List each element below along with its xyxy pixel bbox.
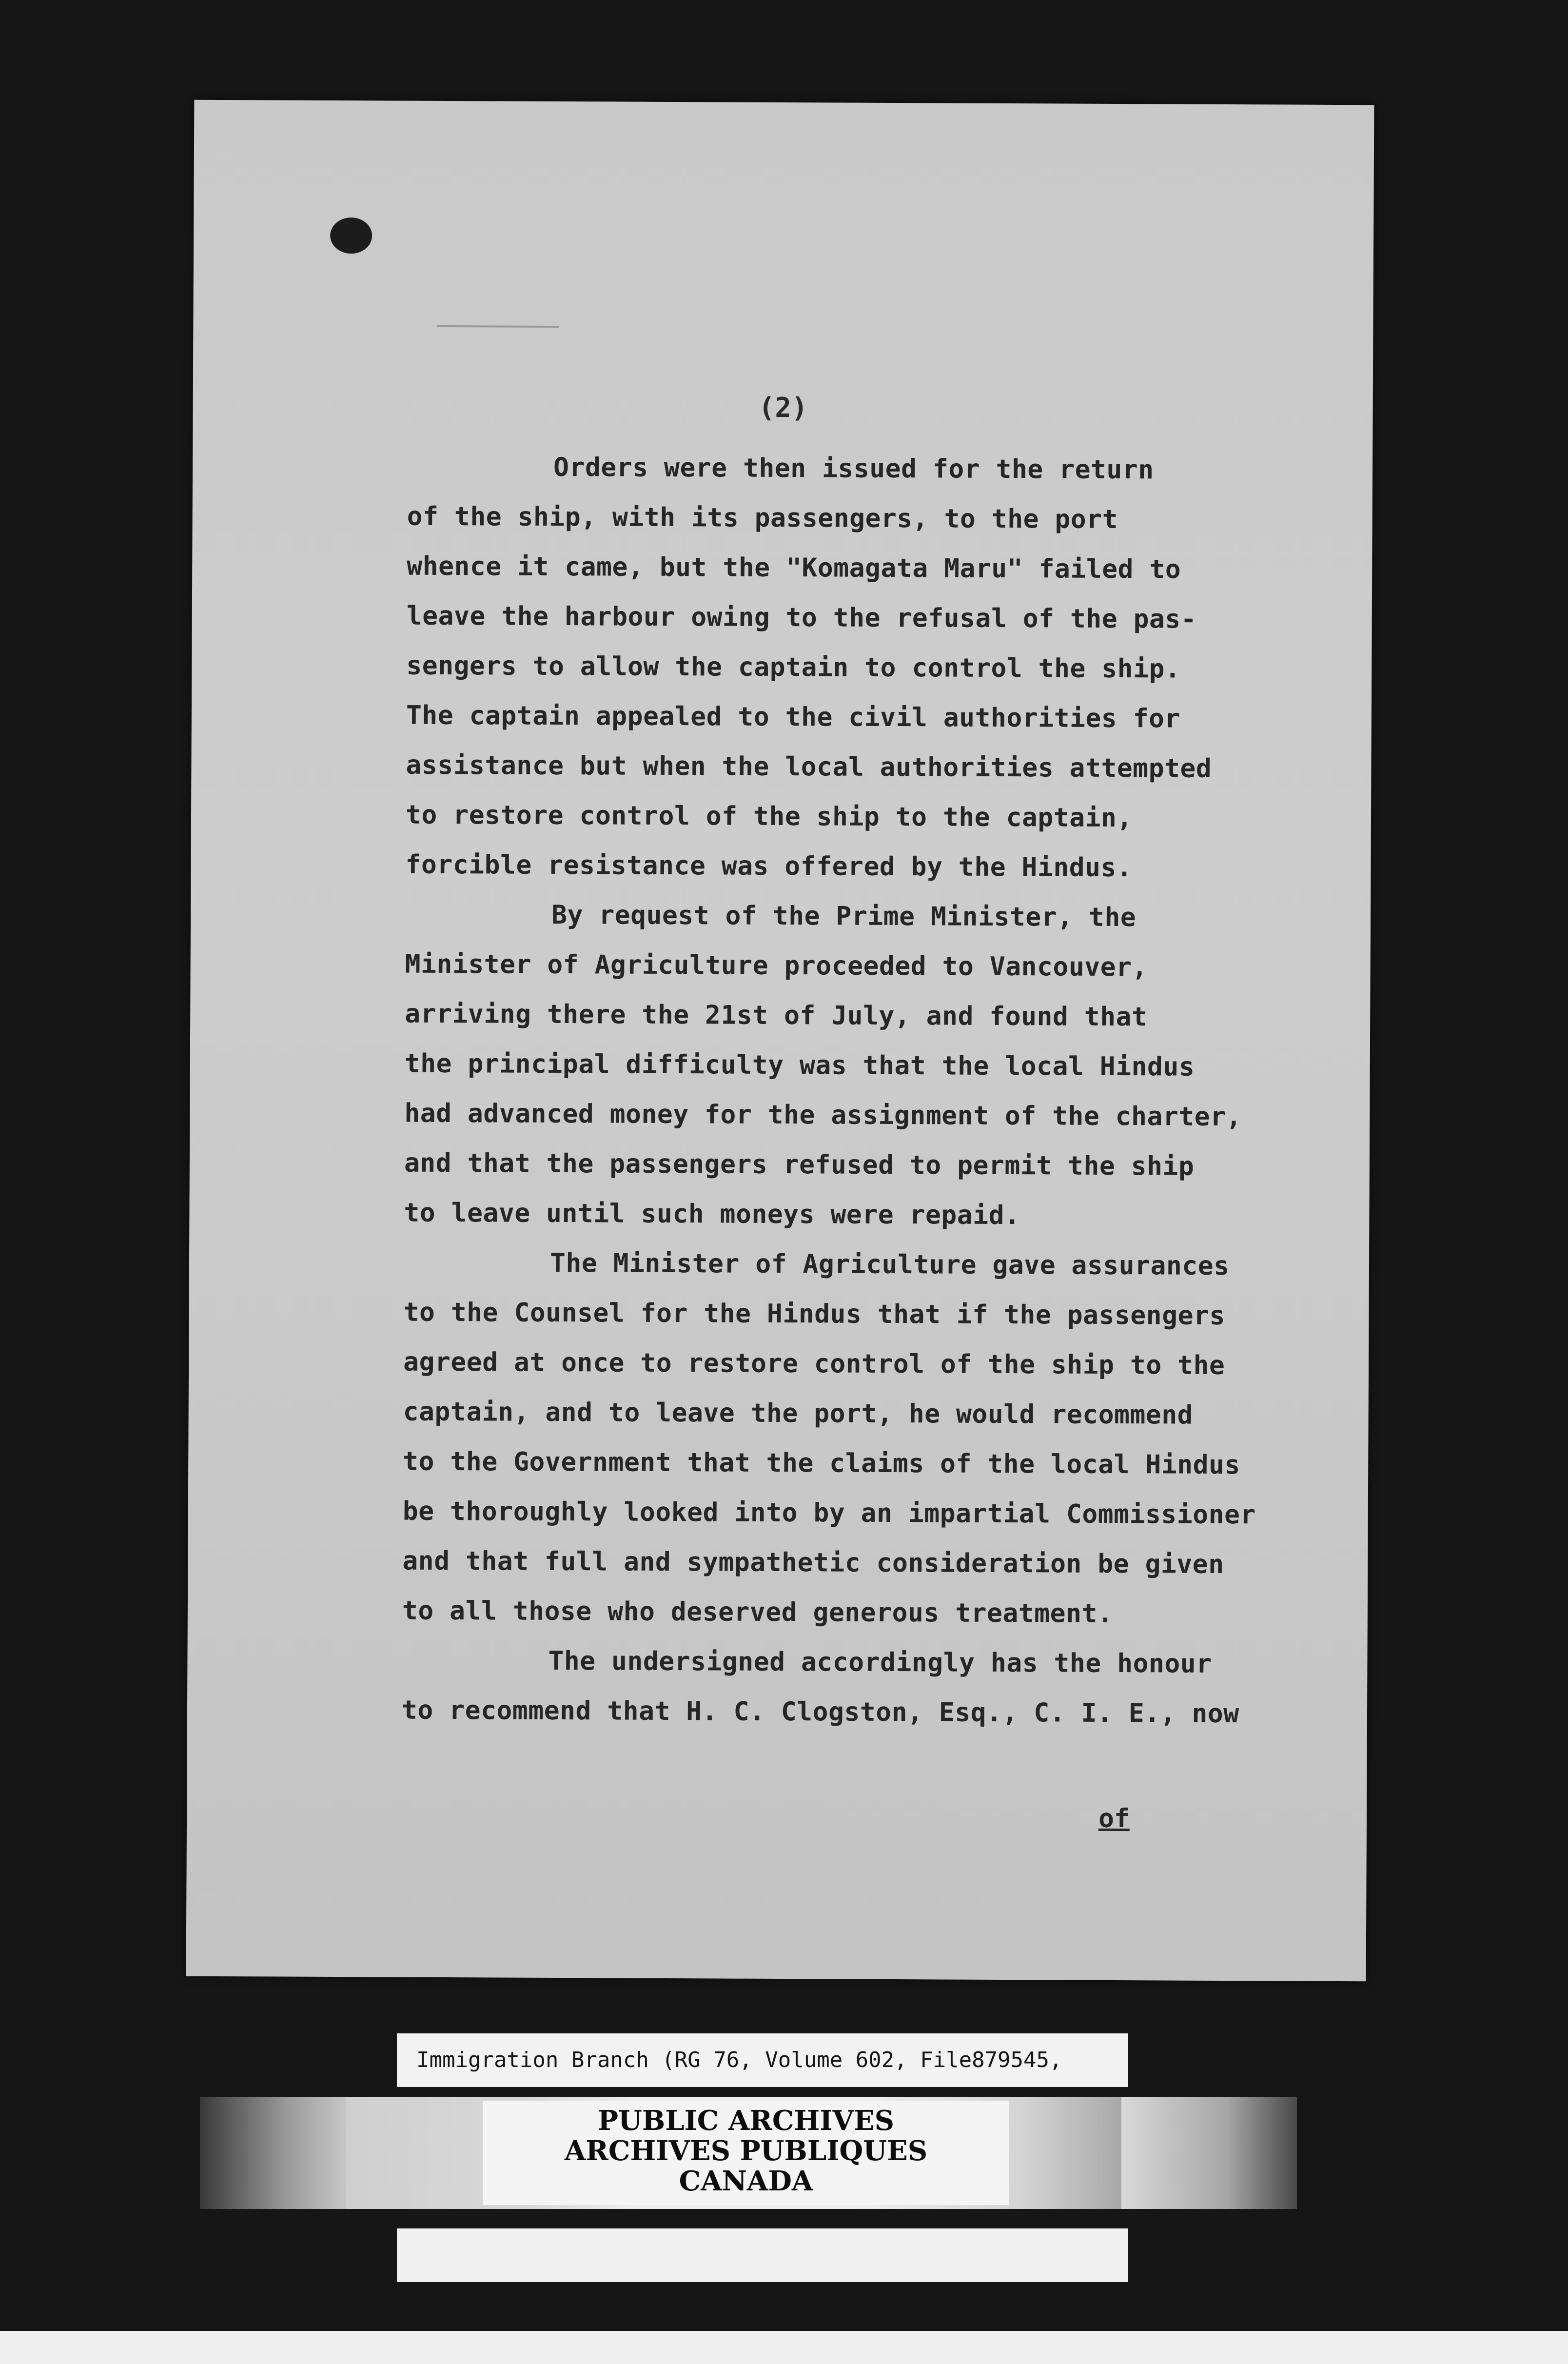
text-line: to the Government that the claims of the local Hindus [403, 1446, 1241, 1480]
archive-label-area [0, 2019, 1568, 2292]
text-line: agreed at once to restore control of the ship to the [403, 1347, 1225, 1380]
page-number: (2) [758, 392, 808, 424]
blank-strip [397, 2228, 1128, 2282]
margin-mark [437, 325, 559, 328]
film-edge-right [1121, 2097, 1297, 2209]
text-line: to the Counsel for the Hindus that if the passengers [403, 1297, 1225, 1331]
text-line: the principal difficulty was that the local Hindus [404, 1048, 1195, 1082]
text-line: captain, and to leave the port, he would recommend [403, 1397, 1194, 1430]
text-line: The undersigned accordingly has the honour [548, 1646, 1212, 1679]
public-archives-label [483, 2101, 1009, 2205]
text-line: to all those who deserved generous treatment. [402, 1596, 1114, 1629]
text-line: and that full and sympathetic consideration be given [402, 1546, 1224, 1579]
text-line: leave the harbour owing to the refusal of the pas- [406, 601, 1197, 634]
continuation-word: of [1098, 1803, 1130, 1834]
text-line: assistance but when the local authorities attempted [406, 750, 1212, 784]
text-line: of the ship, with its passengers, to the port [407, 501, 1118, 535]
text-line: to recommend that H. C. Clogston, Esq., C. I. E., now [401, 1695, 1239, 1729]
archives-label-line: CANADA [679, 2165, 813, 2197]
archives-label-line: PUBLIC ARCHIVES [597, 2105, 895, 2137]
text-line: and that the passengers refused to permit the ship [404, 1148, 1195, 1182]
text-line: be thoroughly looked into by an impartial Commissioner [402, 1496, 1256, 1530]
film-edge-left [200, 2097, 346, 2209]
text-line: Minister of Agriculture proceeded to Vancouver, [405, 949, 1148, 983]
text-line: whence it came, but the "Komagata Maru" failed to [407, 551, 1181, 585]
film-bottom-edge [0, 2331, 1568, 2364]
text-line: Orders were then issued for the return [553, 452, 1154, 485]
text-line: The Minister of Agriculture gave assurances [549, 1248, 1230, 1281]
text-line: had advanced money for the assignment of the charter, [404, 1098, 1242, 1132]
text-line: By request of the Prime Minister, the [551, 900, 1137, 933]
document-page [186, 100, 1374, 1982]
text-line: The captain appealed to the civil authorities for [406, 700, 1181, 734]
archive-reference: Immigration Branch (RG 76, Volume 602, File879545, [397, 2033, 1128, 2087]
archives-label-line: ARCHIVES PUBLIQUES [564, 2135, 928, 2167]
punch-hole [330, 217, 372, 254]
text-line: arriving there the 21st of July, and found that [405, 999, 1148, 1032]
text-line: to leave until such moneys were repaid. [404, 1198, 1020, 1231]
text-line: to restore control of the ship to the captain, [405, 800, 1133, 833]
text-line: sengers to allow the captain to control the ship. [406, 650, 1181, 684]
text-line: forcible resistance was offered by the Hindus. [405, 849, 1133, 883]
document-body [401, 442, 1256, 1739]
